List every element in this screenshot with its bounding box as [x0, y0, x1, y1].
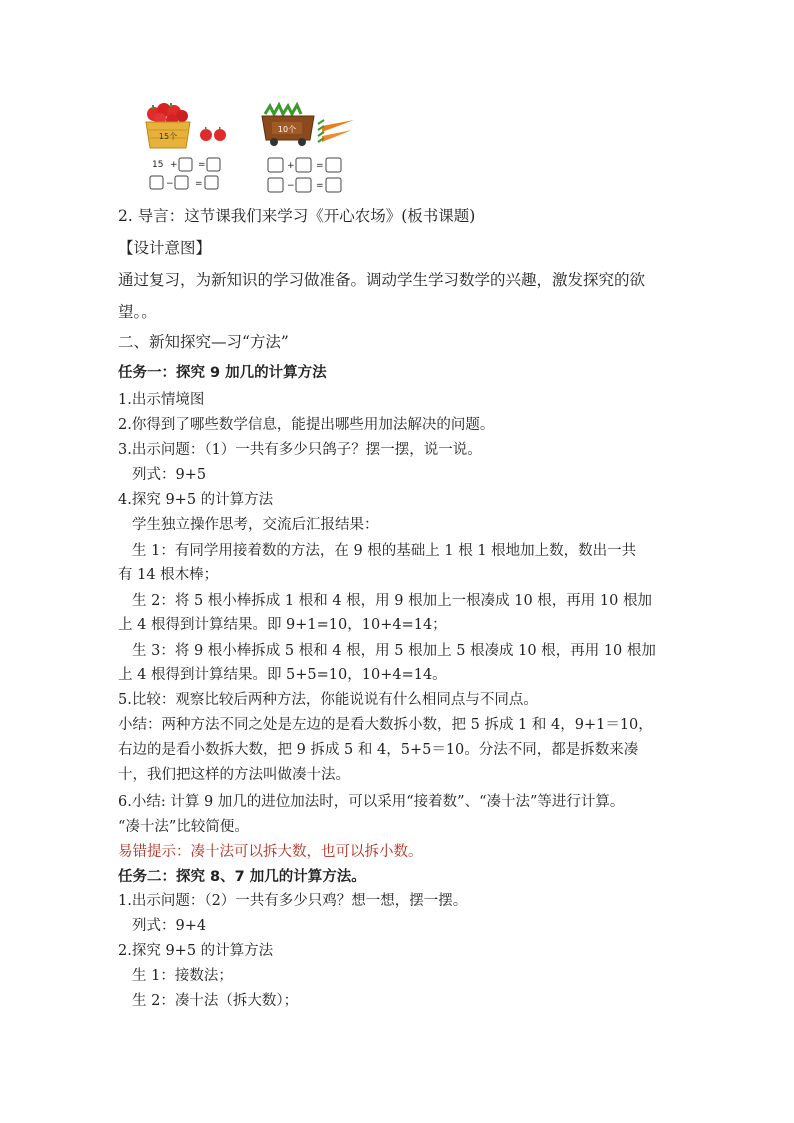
paragraph-line: 有 14 根木棒；: [118, 567, 219, 583]
paragraph-line: “凑十法”比较简便。: [118, 819, 249, 835]
answer-box[interactable]: [326, 178, 341, 192]
answer-box[interactable]: [175, 176, 188, 189]
answer-box[interactable]: [268, 158, 283, 172]
paragraph-line: 生 3：将 9 根小棒拆成 5 根和 4 根，用 5 根加上 5 根凑成 10 根，再用 10 根加: [132, 643, 656, 659]
paragraph-line: 望。。: [118, 303, 157, 321]
paragraph-line: 上 4 根得到计算结果。即 5+5=10，10+4=14。: [118, 667, 447, 683]
apple-basket-icon: [146, 103, 190, 148]
section-heading: 二、新知探究—习“方法”: [118, 333, 289, 351]
right-eq2-equals: =: [316, 181, 324, 191]
basket-count-label: 15个: [158, 132, 178, 141]
list-item: 5.比较：观察比较后两种方法，你能说说有什么相同点与不同点。: [118, 692, 538, 708]
paragraph-line: 生 2：将 5 根小棒拆成 1 根和 4 根，用 9 根加上一根凑成 10 根，再用 10 根加: [132, 593, 652, 609]
list-item: 3.出示问题：（1）一共有多少只鸽子？摆一摆，说一说。: [118, 442, 482, 458]
review-illustration: [140, 100, 370, 196]
answer-box[interactable]: [296, 178, 311, 192]
answer-box[interactable]: [150, 176, 163, 189]
answer-box[interactable]: [326, 158, 341, 172]
answer-box[interactable]: [207, 158, 220, 171]
list-item: 2.你得到了哪些数学信息，能提出哪些用加法解决的问题。: [118, 417, 495, 433]
formula-line: 列式：9+5: [132, 467, 207, 483]
paragraph-line: 通过复习，为新知识的学习做准备。调动学生学习数学的兴趣，激发探究的欲: [118, 271, 646, 289]
left-eq2-equals: =: [195, 179, 203, 189]
list-item: 4.探究 9+5 的计算方法: [118, 492, 274, 508]
list-item: 1.出示情境图: [118, 392, 205, 408]
right-eq1-equals: =: [316, 161, 324, 171]
paragraph-line: 上 4 根得到计算结果。即 9+1=10，10+4=14；: [118, 617, 447, 633]
answer-box[interactable]: [296, 158, 311, 172]
answer-box[interactable]: [179, 158, 192, 171]
carrots-icon: [318, 120, 354, 142]
paragraph-line: 小结：两种方法不同之处是左边的是看大数拆小数，把 5 拆成 1 和 4，9+1＝10，: [118, 717, 653, 733]
design-intent-heading: 【设计意图】: [118, 239, 212, 257]
left-eq1-equals: =: [198, 160, 206, 170]
paragraph-line: 生 2：凑十法（拆大数）；: [132, 993, 299, 1009]
right-eq2-minus: −: [287, 181, 295, 191]
list-item: 1.出示问题：（2）一共有多少只鸡？想一想，摆一摆。: [118, 893, 468, 909]
left-eq2-minus: −: [166, 179, 174, 189]
apples-icon: [200, 127, 226, 141]
paragraph-line: 生 1：有同学用接着数的方法，在 9 根的基础上 1 根 1 根地加上数，数出一共: [132, 543, 637, 559]
answer-box[interactable]: [268, 178, 283, 192]
intro-line: 2. 导言：这节课我们来学习《开心农场》(板书课题): [118, 207, 476, 225]
list-item: 2.探究 9+5 的计算方法: [118, 943, 274, 959]
error-tip: 易错提示：凑十法可以拆大数，也可以拆小数。: [118, 844, 423, 860]
left-eq1-plus: +: [170, 160, 178, 170]
left-eq1-number: 15: [152, 160, 164, 170]
paragraph-line: 生 1：接数法；: [132, 968, 233, 984]
answer-box[interactable]: [205, 176, 218, 189]
cart-count-label: 10个: [277, 125, 297, 134]
task-heading: 任务二：探究 8、7 加几的计算方法。: [118, 869, 366, 885]
task-heading: 任务一：探究 9 加几的计算方法: [118, 365, 327, 381]
paragraph-line: 十，我们把这样的方法叫做凑十法。: [118, 767, 350, 783]
paragraph-line: 学生独立操作思考，交流后汇报结果：: [132, 517, 379, 533]
formula-line: 列式：9+4: [132, 918, 207, 934]
right-eq1-plus: +: [287, 161, 295, 171]
paragraph-line: 右边的是看小数拆大数，把 9 拆成 5 和 4，5+5＝10。分法不同，都是拆数来凑: [118, 742, 639, 758]
list-item: 6.小结: 计算 9 加几的进位加法时，可以采用“接着数”、“凑十法”等进行计算。: [118, 794, 625, 810]
